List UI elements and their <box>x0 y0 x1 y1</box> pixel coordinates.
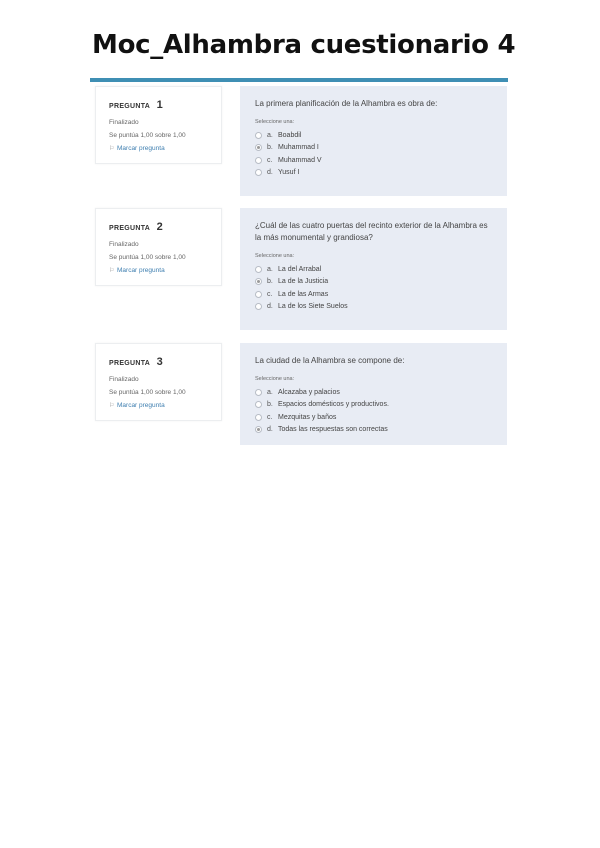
question-content-panel <box>240 86 507 196</box>
option-text: La de la Justicia <box>278 278 329 286</box>
question-grade: Se puntúa 1,00 sobre 1,00 <box>109 132 186 139</box>
option-text: Espacios domésticos y productivos. <box>278 401 389 409</box>
answer-option[interactable] <box>255 288 493 301</box>
radio-button-selected[interactable] <box>255 426 262 433</box>
question-label: PREGUNTA <box>109 103 151 110</box>
question-number: 1 <box>156 99 163 111</box>
flag-question-link[interactable] <box>109 402 221 409</box>
answer-option[interactable] <box>255 276 493 289</box>
question-status: Finalizado <box>109 119 139 126</box>
question-text: La primera planificación de la Alhambra es obra de: <box>255 99 438 108</box>
question-label: PREGUNTA <box>109 360 151 367</box>
answer-option[interactable] <box>255 129 493 142</box>
option-text: Todas las respuestas son correctas <box>278 426 388 434</box>
option-text: La de las Armas <box>278 290 329 298</box>
radio-button-selected[interactable] <box>255 278 262 285</box>
flag-question-link[interactable] <box>109 145 221 152</box>
question-content-panel <box>240 208 507 330</box>
flag-icon: ⚐ <box>109 267 115 274</box>
question-grade: Se puntúa 1,00 sobre 1,00 <box>109 389 186 396</box>
option-text: Alcazaba y palacios <box>278 388 340 396</box>
answer-option[interactable] <box>255 142 493 155</box>
option-letter: d. <box>267 303 273 311</box>
option-letter: a. <box>267 388 273 396</box>
question-content-panel <box>240 343 507 445</box>
option-letter: b. <box>267 144 273 152</box>
question-status: Finalizado <box>109 376 139 383</box>
radio-button[interactable] <box>255 169 262 176</box>
option-text: Yusuf I <box>278 169 300 177</box>
option-letter: c. <box>267 290 273 298</box>
answer-option[interactable] <box>255 301 493 314</box>
answer-option[interactable] <box>255 154 493 167</box>
option-text: Muhammad I <box>278 144 319 152</box>
radio-button[interactable] <box>255 414 262 421</box>
option-letter: a. <box>267 131 273 139</box>
option-text: La de los Siete Suelos <box>278 303 348 311</box>
option-letter: c. <box>267 413 273 421</box>
answer-option[interactable] <box>255 386 493 399</box>
answer-option[interactable] <box>255 263 493 276</box>
radio-button[interactable] <box>255 132 262 139</box>
option-letter: b. <box>267 278 273 286</box>
answer-option[interactable] <box>255 167 493 180</box>
radio-button[interactable] <box>255 266 262 273</box>
flag-icon: ⚐ <box>109 145 115 152</box>
option-letter: d. <box>267 426 273 434</box>
question-status: Finalizado <box>109 241 139 248</box>
question-number: 2 <box>156 221 163 233</box>
title-divider <box>90 78 508 82</box>
option-letter: d. <box>267 169 273 177</box>
flag-question-label: Marcar pregunta <box>117 267 165 274</box>
flag-question-label: Marcar pregunta <box>117 145 165 152</box>
page-title: Moc_Alhambra cuestionario 4 <box>92 30 516 60</box>
flag-icon: ⚐ <box>109 402 115 409</box>
question-text: ¿Cuál de las cuatro puertas del recinto exterior de la Alhambra es la más monumental y grandiosa? <box>255 221 488 242</box>
option-letter: c. <box>267 156 273 164</box>
question-number: 3 <box>156 356 163 368</box>
flag-question-label: Marcar pregunta <box>117 402 165 409</box>
select-prompt: Seleccione una: <box>255 253 295 259</box>
question-text: La ciudad de la Alhambra se compone de: <box>255 356 405 365</box>
radio-button[interactable] <box>255 303 262 310</box>
option-letter: a. <box>267 265 273 273</box>
option-text: Boabdil <box>278 131 302 139</box>
radio-button[interactable] <box>255 389 262 396</box>
radio-button[interactable] <box>255 291 262 298</box>
option-letter: b. <box>267 401 273 409</box>
question-grade: Se puntúa 1,00 sobre 1,00 <box>109 254 186 261</box>
answer-option[interactable] <box>255 399 493 412</box>
answer-option[interactable] <box>255 411 493 424</box>
select-prompt: Seleccione una: <box>255 376 295 382</box>
flag-question-link[interactable] <box>109 267 221 274</box>
question-info-panel <box>95 343 222 421</box>
question-info-panel <box>95 208 222 286</box>
answer-option[interactable] <box>255 424 493 437</box>
select-prompt: Seleccione una: <box>255 119 295 125</box>
radio-button[interactable] <box>255 157 262 164</box>
option-text: La del Arrabal <box>278 265 322 273</box>
question-label: PREGUNTA <box>109 225 151 232</box>
question-info-panel <box>95 86 222 164</box>
radio-button[interactable] <box>255 401 262 408</box>
option-text: Muhammad V <box>278 156 322 164</box>
radio-button-selected[interactable] <box>255 144 262 151</box>
option-text: Mezquitas y baños <box>278 413 337 421</box>
